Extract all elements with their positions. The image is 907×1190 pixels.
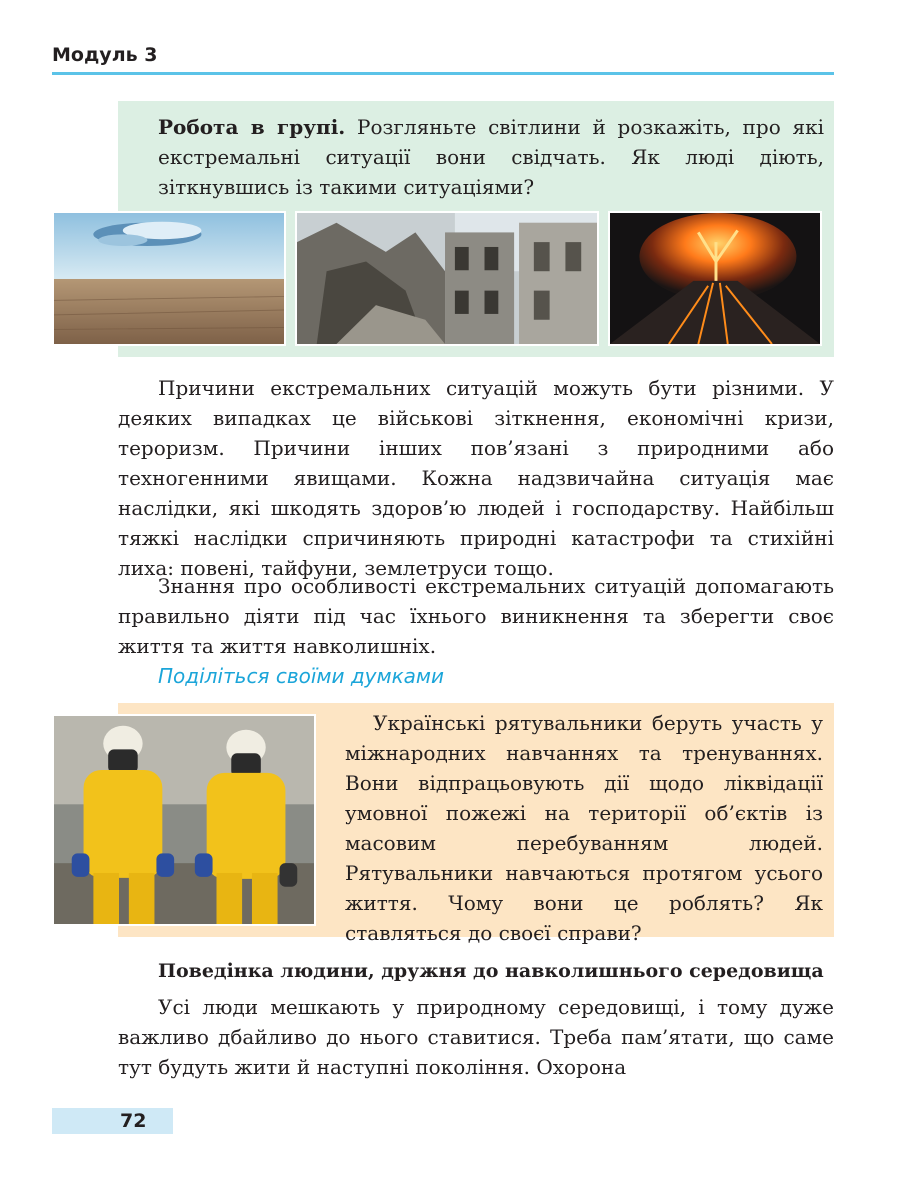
group-task-text [158,112,824,202]
page-number: 72 [120,1110,147,1132]
earthquake-ruins-photo [295,211,599,346]
header-rule [52,72,834,75]
drought-photo [52,211,286,346]
share-text-body: Українські рятувальники беруть участь у міжнародних навчаннях та тренуваннях. Вони відпрацьовують дії щодо ліквідації умовної пожежі на території об’єктів із масовим перебуванням людей. Рятувальники навчаються протягом усього життя. Чому вони це роблять? Як ставляться до своєї справи? [345,711,823,945]
page-number-bar [52,1108,173,1134]
paragraph-causes [118,373,834,583]
share-heading: Поділіться своїми думками [158,664,445,688]
paragraph-environment [118,992,834,1082]
rescuers-photo [52,714,316,926]
module-label: Модуль 3 [52,44,158,66]
paragraph-causes-text: Причини екстремальних ситуацій можуть бути різними. У деяких випадках це військові зіткнення, економічні кризи, тероризм. Причини інших пов’язані з природними або техногенними явищами. Кожна надзвичайна ситуація має наслідки, які шкодять здоров’ю людей і господарству. Найбільш тяжкі наслідки спричиняють природні катастрофи та стихійні лиха: повені, тайфуни, землетруси тощо. [118,376,834,580]
paragraph-knowledge [118,571,834,661]
volcano-eruption-photo [608,211,822,346]
paragraph-knowledge-text: Знання про особливості екстремальних ситуацій допомагають правильно діяти під час їхнього виникнення та зберегти своє життя та життя навколишніх. [118,574,834,658]
section-heading: Поведінка людини, дружня до навколишнього середовища [158,960,824,982]
group-task-bold: Робота в групі. [158,115,346,139]
group-task-body: Розгляньте світлини й розкажіть, про які екстремальні ситуації вони свідчать. Як люді діють, зіткнувшись із такими ситуаціями? [158,115,824,199]
share-text [345,708,823,948]
paragraph-environment-text: Усі люди мешкають у природному середовищі, і тому дуже важливо дбайливо до нього ставитися. Треба пам’ятати, що саме тут будуть жити й наступні покоління. Охорона [118,995,834,1079]
